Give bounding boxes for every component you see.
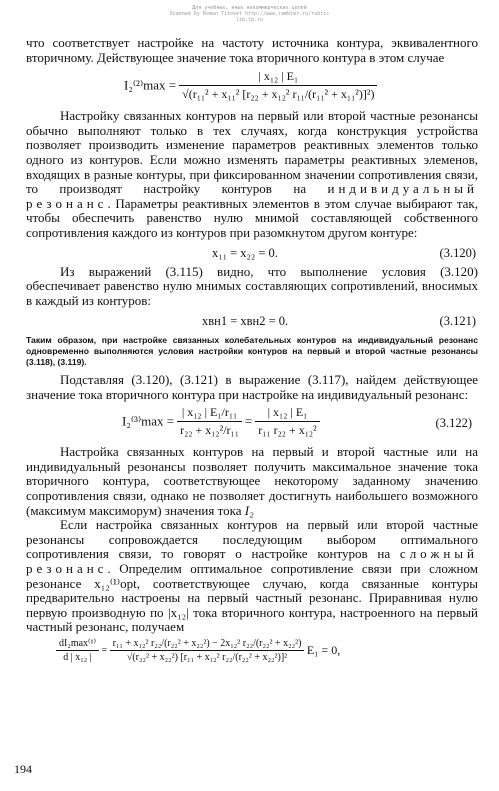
watermark-line: lib.tp.ru	[235, 17, 264, 23]
equation-numerator: | x₁₂ | E₁/r₁₁	[177, 405, 242, 422]
paragraph-substitution: Подставляя (3.120), (3.121) в выражение (3.117), найдем действующее значение тока вторичного контура при настройке на индивидуальный резонанс:	[26, 372, 478, 402]
equation-imax	[124, 69, 478, 107]
watermark-line: Scanned by Roman Titovet http://www.rambler.ru/rubric	[169, 11, 330, 17]
equation-3-120	[26, 243, 478, 263]
equation-fraction	[56, 638, 99, 663]
equation-3-122	[122, 405, 478, 441]
equation-denominator: d | x₁₂ |	[63, 652, 92, 663]
equation-equals: =	[244, 413, 253, 429]
equation-derivative	[56, 638, 478, 678]
equation-lhs: I₂⁽²⁾max =	[124, 77, 177, 93]
equation-body: xвн1 = xвн2 = 0.	[202, 314, 289, 329]
equation-lhs: I₂⁽³⁾max =	[122, 413, 175, 429]
paragraph-individual-resonance	[26, 109, 478, 240]
equation-3-121	[26, 310, 478, 332]
watermark-line: Для учебных, иных некоммерческих целей	[192, 5, 307, 11]
equation-numerator: dI₂max⁽¹⁾	[56, 638, 99, 651]
current-symbol: I₂	[244, 502, 254, 518]
equation-denominator: √(r₂₂² + x₂₂²) [r₁₁ + x₁₂² r₂₂/(r₂₂² + x₂₂²)]²	[126, 652, 288, 663]
equation-number: (3.122)	[435, 416, 472, 431]
equation-denominator: r₁₁ r₂₂ + x₁₂²	[258, 423, 317, 438]
equation-denominator: r₂₂ + x₁₂²/r₁₁	[180, 423, 239, 438]
paragraph-text: Если настройка связанных контуров на первый или второй частные резонансы сопровождается последующим выбором оптимального сопротивления связи, то говорят о настройке контуров на	[26, 517, 478, 562]
equation-body: x₁₁ = x₂₂ = 0.	[212, 245, 278, 260]
scan-watermark	[0, 5, 499, 23]
paragraph-text: . Параметры реактивных элементов в этом случае выбирают так, чтобы обеспечить равенство нулю мнимой составляющей собственного сопротивления каждого из контуров при разомкнутом другом контуре:	[26, 195, 478, 240]
paragraph-reactances: Из выражений (3.115) видно, что выполнение условия (3.120) обеспечивает равенство нулю мнимых составляющих сопротивлений, вносимых в каждый из контуров:	[26, 263, 478, 308]
equation-fraction	[255, 405, 319, 438]
equation-fraction	[177, 405, 242, 438]
spaced-term: индивидуальный резонанс	[26, 181, 478, 211]
equation-equals: =	[101, 645, 108, 656]
equation-number: (3.121)	[439, 314, 476, 329]
paragraph-text: . Определим оптимальное сопротивление связи при сложном резонансе x₁₂⁽¹⁾opt, соответствующее случаю, когда связанные контуры предварительно настроены на первый частный резонанс. Приравнивая нулю первую производную по |x₁₂| тока вторичного контура, настроенного на первый частный резонанс, получаем	[26, 561, 478, 635]
paragraph-text: Настройку связанных контуров на первый или второй частные резонансы обычно выполняют только в тех случаях, когда конструкция устройства позволяет производить изменение параметров реактивных элементов только одного из контуров. Если можно изменять параметры реактивных элеменов, входящих в разные контуры, при фиксированном значении сопротивления связи, то производят настройку контуров на	[26, 108, 478, 197]
paragraph-max-current	[26, 445, 478, 518]
equation-tail: E₁ = 0,	[306, 643, 341, 657]
equation-fraction	[110, 638, 305, 663]
equation-numerator: | x₁₂ | E₁	[255, 405, 319, 422]
paragraph-complex-resonance	[26, 518, 478, 635]
spaced-term: сложный резонанс	[26, 546, 478, 577]
page-number: 194	[14, 762, 32, 776]
equation-fraction	[179, 69, 377, 102]
equation-denominator: √(r₁₁² + x₁₁² [r₂₂ + x₁₂² r₁₁/(r₁₁² + x₁₁²)]²)	[182, 87, 375, 102]
paragraph-summary-note: Таким образом, при настройке связанных колебательных контуров на индивидуальный резонанс одновременно выполняются условия настройки контуров на первый и второй частные резонансы (3.118), (3.119).	[26, 335, 478, 367]
equation-numerator: r₁₁ + x₁₂² r₂₂/(r₂₂² + x₂₂²) − 2x₁₂² r₂₂/(r₂₂² + x₂₂²)	[110, 638, 305, 651]
paragraph-text: Настройка связанных контуров на первый и второй частные или на индивидуальный резонансы позволяет получить максимальное значение тока вторичного контура, соответствующее некоторому заданному значению сопротивления связи, однако не позволяет достигнуть наибольшего возможного (максимум максиморум) значения тока	[26, 444, 478, 518]
paragraph-intro: что соответствует настройке на частоту источника контура, эквивалентного вторичному. Действующее значение тока вторичного контура в этом случае	[26, 35, 478, 65]
page-content	[26, 36, 478, 678]
equation-number: (3.120)	[439, 245, 476, 260]
equation-numerator: | x₁₂ | E₁	[179, 69, 377, 86]
